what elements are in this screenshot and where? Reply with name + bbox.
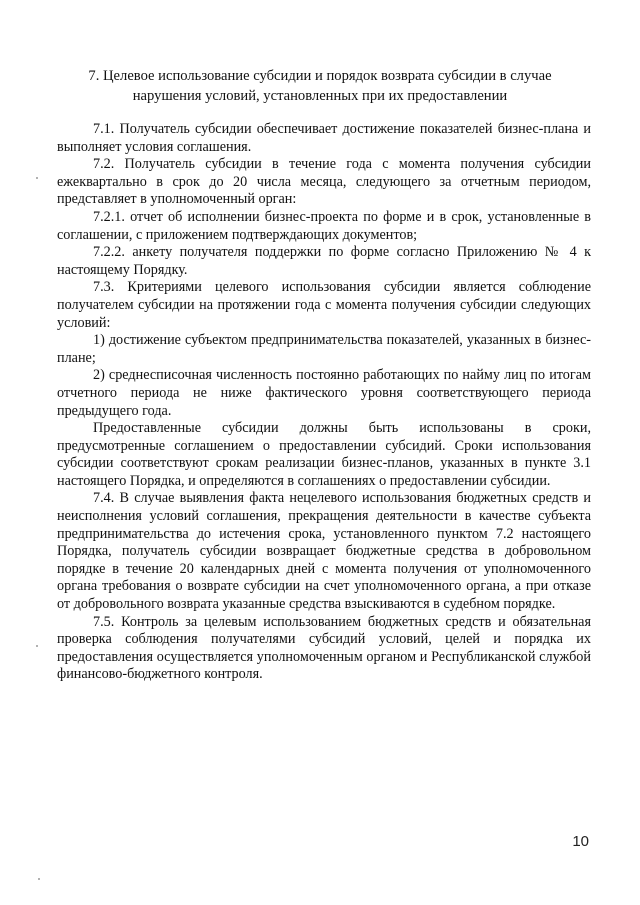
paragraph-7-2: 7.2. Получатель субсидии в течение года с момента получения субсидии ежеквартально в срок до 20 числа месяца, следующего за отчетным периодом, представляет в уполномоченный орган:: [57, 156, 591, 208]
section-title: [40, 66, 600, 106]
section-body: [57, 121, 591, 684]
paragraph-7-3: 7.3. Критериями целевого использования субсидии является соблюдение получателем субсидии на протяжении года с момента получения субсидии следующих условий:: [57, 279, 591, 331]
paragraph-7-2-2: 7.2.2. анкету получателя поддержки по форме согласно Приложению № 4 к настоящему Порядку.: [57, 244, 591, 278]
paragraph-7-4: 7.4. В случае выявления факта нецелевого использования бюджетных средств и неисполнения условий соглашения, прекращения деятельности в качестве субъекта предпринимательства до истечения срока, установленного пунктом 7.2 настоящего Порядка, получатель субсидии возвращает бюджетные средства в добровольном порядке в течение 20 календарных дней с момента получения от уполномоченного органа требования о возврате субсидии на счет уполномоченного органа, а при отказе от добровольного возврата указанные средства взыскиваются в судебном порядке.: [57, 490, 591, 613]
scan-speck: [36, 645, 38, 647]
paragraph-7-2-1: 7.2.1. отчет об исполнении бизнес-проекта по форме и в срок, установленные в соглашении, с приложением подтверждающих документов;: [57, 208, 591, 243]
paragraph-criterion-1: 1) достижение субъектом предпринимательства показателей, указанных в бизнес-плане;: [57, 332, 591, 366]
paragraph-7-5: 7.5. Контроль за целевым использованием бюджетных средств и обязательная проверка соблюдения получателями субсидий условий, целей и порядка их предоставления осуществляется уполномоченным органом и Республиканской службой финансово-бюджетного контроля.: [57, 613, 591, 683]
paragraph-usage-terms: Предоставленные субсидии должны быть использованы в сроки, предусмотренные соглашением о предоставлении субсидий. Сроки использования субсидии соответствуют срокам реализации бизнес-планов, указанных в пункте 3.1 настоящего Порядка, и определяются в соглашениях о предоставлении субсидии.: [57, 420, 591, 489]
paragraph-7-1: 7.1. Получатель субсидии обеспечивает достижение показателей бизнес-плана и выполняет условия соглашения.: [57, 121, 591, 155]
scan-speck: [36, 177, 38, 179]
paragraph-criterion-2: 2) среднесписочная численность постоянно работающих по найму лиц по итогам отчетного периода не ниже фактического уровня соответствующего периода предыдущего года.: [57, 367, 591, 419]
section-title-line-1: 7. Целевое использование субсидии и порядок возврата субсидии в случае: [88, 68, 552, 84]
section-title-line-2: нарушения условий, установленных при их предоставлении: [132, 88, 508, 104]
scan-speck: [38, 878, 40, 880]
page-number: 10: [572, 833, 589, 850]
